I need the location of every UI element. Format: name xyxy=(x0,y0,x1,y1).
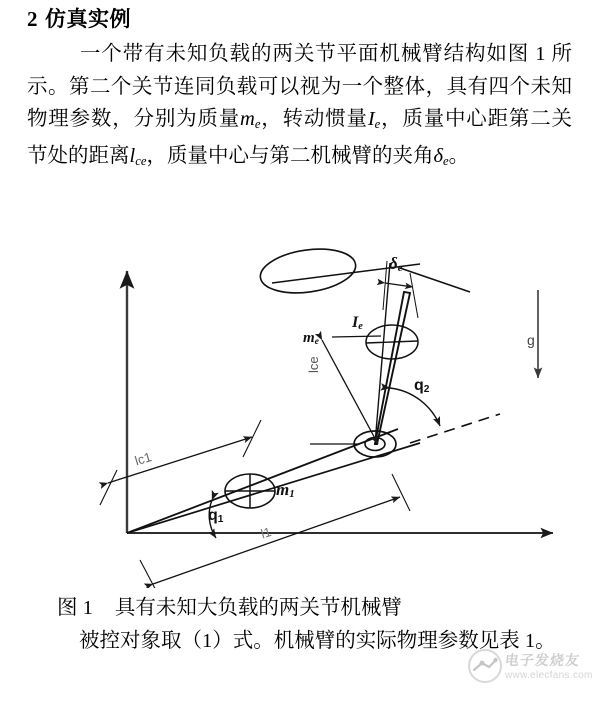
lce-dim-arrow xyxy=(322,340,378,444)
figure-label-gravity: g xyxy=(527,332,535,348)
angle-q2 xyxy=(390,388,500,443)
symbol-delta-e: $\delta_e$ xyxy=(433,145,449,169)
dimension-lc1 xyxy=(100,420,261,505)
figure-label-q1: q1 xyxy=(208,507,224,526)
paragraph-text-mid-3: ，质量中心与第二机械臂的夹角 xyxy=(146,145,434,168)
l1-ext-right xyxy=(392,474,410,511)
figure-label-l1: l1 xyxy=(259,524,274,542)
watermark-brand: 电子发烧友 xyxy=(503,654,581,669)
payload-extension-line xyxy=(400,268,470,292)
paragraph-text-mid-1: ，转动惯量 xyxy=(260,108,368,130)
paragraph-text-suffix: 。 xyxy=(448,145,470,168)
l1-dim-arrow xyxy=(153,497,400,584)
figure-label-lc1: lc1 xyxy=(133,449,154,469)
figure-label-Ie: Ie xyxy=(352,314,363,333)
symbol-length-ce: $l_{ce}$ xyxy=(129,145,147,169)
me-leader-line xyxy=(332,336,381,337)
link1-extension-dashed xyxy=(410,414,500,443)
paragraph2-text: 被控对象取（1）式。机械臂的实际物理参数见表 1。 xyxy=(79,630,556,652)
body-paragraph-2 xyxy=(27,625,572,658)
delta-dim-arrow xyxy=(385,283,413,287)
symbol-mass-e: $m_e$ xyxy=(240,108,261,131)
link1-upper-edge xyxy=(127,429,398,533)
figure-caption-label: 图 1 xyxy=(57,597,93,619)
payload xyxy=(258,248,470,298)
delta-ext-right xyxy=(410,273,418,318)
figure-label-me: me xyxy=(303,330,319,347)
lc1-dim-arrow xyxy=(108,437,252,483)
symbol-inertia-e: $I_e$ xyxy=(367,108,381,131)
world-axes xyxy=(127,271,553,533)
section-number: 2 xyxy=(27,7,38,31)
lc1-ext-left xyxy=(100,470,117,505)
figure-label-q2: q2 xyxy=(414,377,430,396)
marker-m1-center-of-mass xyxy=(225,474,275,508)
figure-two-link-manipulator xyxy=(0,248,610,588)
link2-body xyxy=(375,292,410,444)
page-title xyxy=(27,3,131,33)
l1-ext-left xyxy=(140,560,160,588)
figure-caption-text: 具有未知大负载的两关节机械臂 xyxy=(114,597,402,619)
figure-label-m1: m1 xyxy=(276,480,295,501)
section-title: 仿真实例 xyxy=(45,7,131,31)
paragraph-text-mid-2: ，质量中心距第二关节处的距离 xyxy=(27,108,573,168)
watermark-url: www.elecfans.com xyxy=(505,670,593,681)
manipulator-schematic-svg xyxy=(0,248,610,588)
body-paragraph-1 xyxy=(27,38,572,178)
link-2 xyxy=(375,263,410,444)
figure-caption xyxy=(27,592,572,625)
figure-label-lce: lce xyxy=(306,356,321,373)
paragraph-text-prefix: 一个带有未知负载的两关节平面机械臂结构如图 1 所示。第二个关节连同负载可以视为一个整体，具有四个未知物理参数，分别为质量 xyxy=(27,43,572,130)
figure-label-delta-e: δe xyxy=(389,254,403,275)
